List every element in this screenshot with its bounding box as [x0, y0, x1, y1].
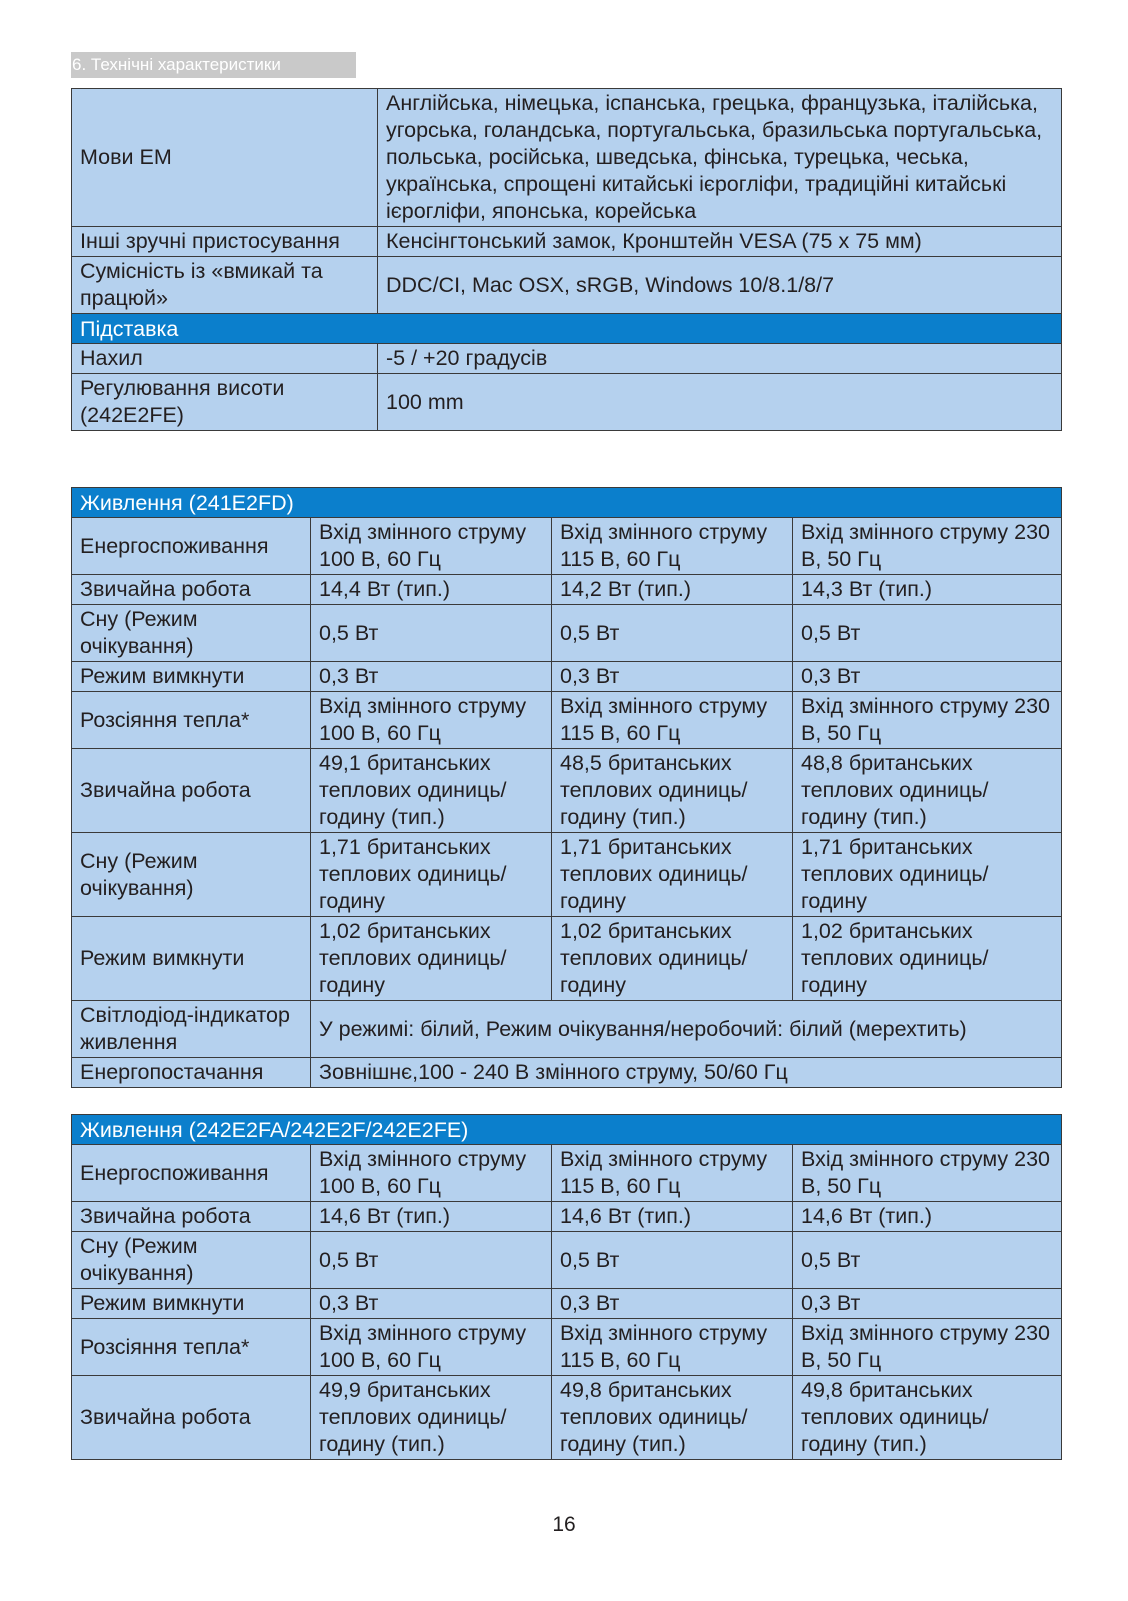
spec-label: Інші зручні пристосування [72, 227, 378, 257]
spec-value: Зовнішнє,100 - 240 В змінного струму, 50/60 Гц [311, 1058, 1062, 1088]
table-row [72, 1058, 1062, 1088]
spec-value: Англійська, німецька, іспанська, грецька, французька, італійська, угорська, голандська, португальська, бразильська португальська, польська, російська, шведська, фінська, турецька, чеська, українська, спрощені китайські ієрогліфи, традиційні китайські ієрогліфи, японська, корейська [378, 89, 1062, 227]
table-row [72, 749, 1062, 833]
spec-value: 48,8 британських теплових одиниць/ годину (тип.) [793, 749, 1062, 833]
spec-value: 1,02 британських теплових одиниць/ годину [311, 917, 552, 1001]
spec-value: 0,5 Вт [311, 605, 552, 662]
spec-value: 14,3 Вт (тип.) [793, 575, 1062, 605]
spec-value: 48,5 британських теплових одиниць/ годину (тип.) [552, 749, 793, 833]
spec-value: 0,3 Вт [793, 662, 1062, 692]
spec-label: Енергопостачання [72, 1058, 311, 1088]
spec-label: Регулювання висоти (242E2FE) [72, 374, 378, 431]
spec-value: Вхід змінного струму 100 В, 60 Гц [311, 1319, 552, 1376]
spec-label: Нахил [72, 344, 378, 374]
table-row [72, 662, 1062, 692]
table-row [72, 374, 1062, 431]
spec-value: 1,02 британських теплових одиниць/ годину [793, 917, 1062, 1001]
spec-value: Вхід змінного струму 115 В, 60 Гц [552, 692, 793, 749]
table-row [72, 1232, 1062, 1289]
spec-value: Вхід змінного струму 100 В, 60 Гц [311, 692, 552, 749]
table-section-header [72, 488, 1062, 518]
spec-label: Енергоспоживання [72, 518, 311, 575]
spec-value: Вхід змінного струму 230 В, 50 Гц [793, 1145, 1062, 1202]
spec-label: Звичайна робота [72, 575, 311, 605]
spec-value: Вхід змінного струму 115 В, 60 Гц [552, 518, 793, 575]
table-row [72, 89, 1062, 227]
table-row [72, 833, 1062, 917]
spec-label: Сну (Режим очікування) [72, 605, 311, 662]
spec-value: 0,3 Вт [552, 1289, 793, 1319]
spec-value: 100 mm [378, 374, 1062, 431]
spec-value: 0,3 Вт [552, 662, 793, 692]
table-row [72, 1376, 1062, 1460]
table-section-header [72, 314, 1062, 344]
spec-value: 49,1 британських теплових одиниць/ годину (тип.) [311, 749, 552, 833]
spec-label: Сну (Режим очікування) [72, 1232, 311, 1289]
spec-value: 0,3 Вт [793, 1289, 1062, 1319]
spec-value: 1,71 британських теплових одиниць/ годину [793, 833, 1062, 917]
spec-value: 1,71 британських теплових одиниць/ годину [552, 833, 793, 917]
spec-value: 0,5 Вт [552, 605, 793, 662]
spec-value: 0,5 Вт [311, 1232, 552, 1289]
table-row [72, 1289, 1062, 1319]
spec-value: 0,5 Вт [793, 1232, 1062, 1289]
spec-label: Мови ЕМ [72, 89, 378, 227]
spec-value: Вхід змінного струму 230 В, 50 Гц [793, 518, 1062, 575]
table-row [72, 575, 1062, 605]
spec-label: Розсіяння тепла* [72, 1319, 311, 1376]
spec-value: Вхід змінного струму 100 В, 60 Гц [311, 1145, 552, 1202]
spec-value: У режимі: білий, Режим очікування/неробочий: білий (мерехтить) [311, 1001, 1062, 1058]
spec-label: Режим вимкнути [72, 662, 311, 692]
table-row [72, 1145, 1062, 1202]
spec-value: 49,9 британських теплових одиниць/ годину (тип.) [311, 1376, 552, 1460]
general-spec-table [71, 88, 1062, 431]
page-number: 16 [552, 1513, 576, 1536]
spec-value: 14,6 Вт (тип.) [311, 1202, 552, 1232]
spec-value: 14,2 Вт (тип.) [552, 575, 793, 605]
spec-value: 49,8 британських теплових одиниць/ годину (тип.) [793, 1376, 1062, 1460]
table-row [72, 344, 1062, 374]
spec-label: Звичайна робота [72, 1202, 311, 1232]
spec-label: Енергоспоживання [72, 1145, 311, 1202]
table-row [72, 1001, 1062, 1058]
table-row [72, 518, 1062, 575]
spec-label: Режим вимкнути [72, 917, 311, 1001]
stand-header: Підставка [72, 314, 1062, 344]
spec-value: Вхід змінного струму 115 В, 60 Гц [552, 1319, 793, 1376]
table-row [72, 257, 1062, 314]
spec-value: Вхід змінного струму 230 В, 50 Гц [793, 692, 1062, 749]
table-row [72, 227, 1062, 257]
spec-label: Сну (Режим очікування) [72, 833, 311, 917]
spec-value: 0,5 Вт [552, 1232, 793, 1289]
table-row [72, 605, 1062, 662]
spec-label: Звичайна робота [72, 749, 311, 833]
power-241-header: Живлення (241E2FD) [72, 488, 1062, 518]
spec-value: 49,8 британських теплових одиниць/ годину (тип.) [552, 1376, 793, 1460]
spec-label: Сумісність із «вмикай та працюй» [72, 257, 378, 314]
spec-value: DDC/CI, Mac OSX, sRGB, Windows 10/8.1/8/7 [378, 257, 1062, 314]
spec-value: -5 / +20 градусів [378, 344, 1062, 374]
table-section-header [72, 1115, 1062, 1145]
spec-value: 0,3 Вт [311, 1289, 552, 1319]
spec-value: Вхід змінного струму 115 В, 60 Гц [552, 1145, 793, 1202]
table-row [72, 692, 1062, 749]
table-row [72, 917, 1062, 1001]
spec-label: Розсіяння тепла* [72, 692, 311, 749]
spec-value: 1,71 британських теплових одиниць/ годину [311, 833, 552, 917]
spec-value: 0,3 Вт [311, 662, 552, 692]
spec-value: 14,4 Вт (тип.) [311, 575, 552, 605]
spec-value: Вхід змінного струму 230 В, 50 Гц [793, 1319, 1062, 1376]
spec-label: Світлодіод-індикатор живлення [72, 1001, 311, 1058]
power-241-table [71, 487, 1062, 1088]
spec-value: 0,5 Вт [793, 605, 1062, 662]
spec-value: Кенсінгтонський замок, Кронштейн VESA (75 x 75 мм) [378, 227, 1062, 257]
table-row [72, 1319, 1062, 1376]
spec-label: Звичайна робота [72, 1376, 311, 1460]
spec-value: Вхід змінного струму 100 В, 60 Гц [311, 518, 552, 575]
spec-value: 14,6 Вт (тип.) [793, 1202, 1062, 1232]
spec-label: Режим вимкнути [72, 1289, 311, 1319]
table-row [72, 1202, 1062, 1232]
section-title: 6. Технічні характеристики [71, 52, 356, 78]
power-242-header: Живлення (242E2FA/242E2F/242E2FE) [72, 1115, 1062, 1145]
power-242-table [71, 1114, 1062, 1460]
spec-value: 14,6 Вт (тип.) [552, 1202, 793, 1232]
spec-value: 1,02 британських теплових одиниць/ годину [552, 917, 793, 1001]
